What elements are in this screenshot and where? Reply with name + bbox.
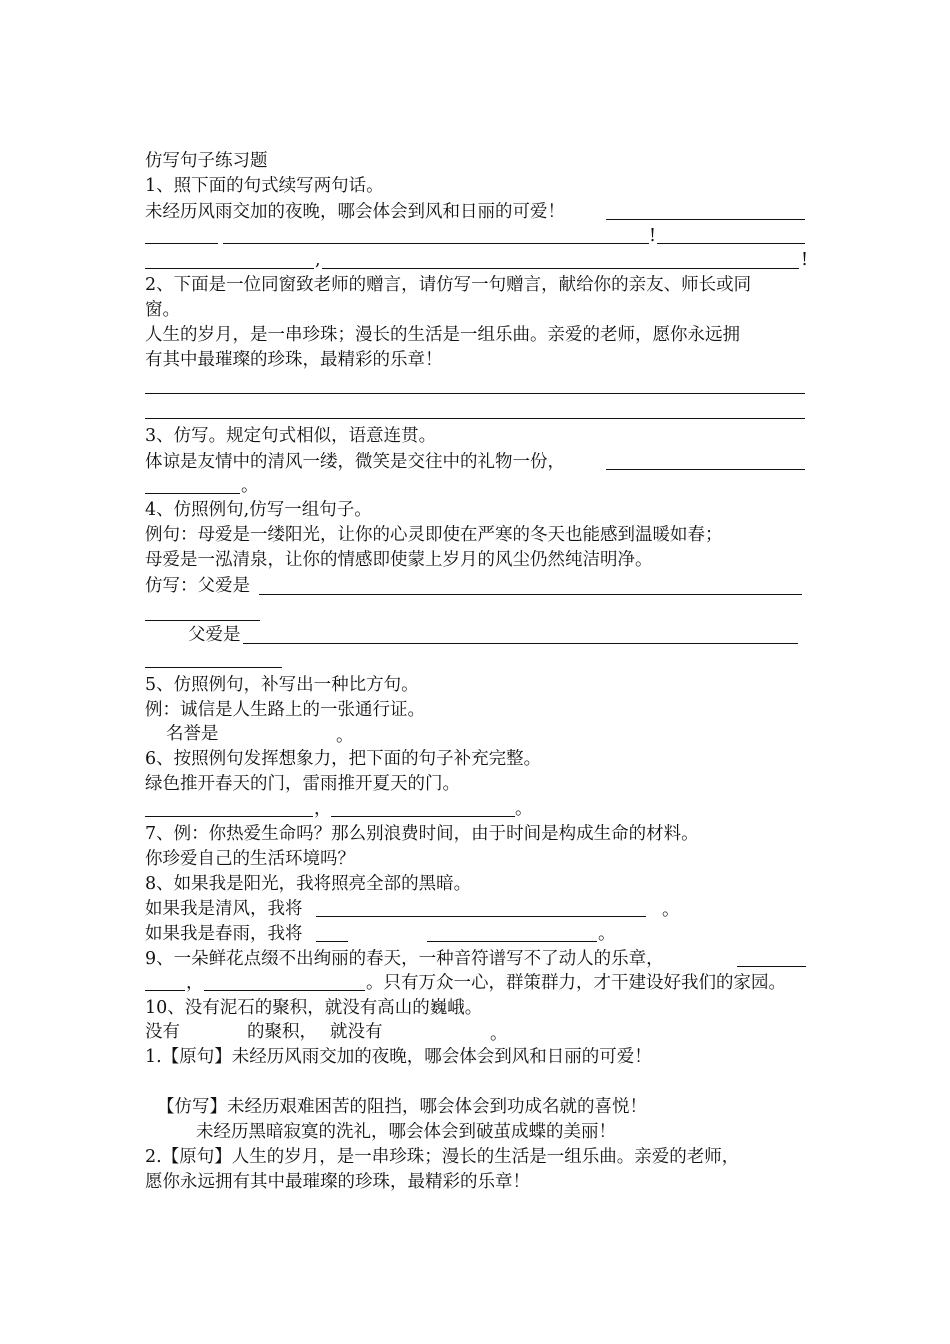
q4-answer-line[interactable]	[243, 643, 798, 644]
q8-line1-end: 。	[662, 900, 680, 920]
document-title: 仿写句子练习题	[145, 151, 268, 171]
q10-part1: 没有	[145, 1022, 180, 1042]
q4-answer-line[interactable]	[145, 620, 260, 621]
q1-example: 未经历风雨交加的夜晚，哪会体会到风和日丽的可爱！	[145, 202, 565, 222]
q4-example: 例句：母爱是一缕阳光，让你的心灵即使在严寒的冬天也能感到温暖如春；	[145, 525, 723, 545]
q2-answer-line[interactable]	[145, 418, 805, 419]
q10-end-mark: 。	[490, 1024, 508, 1044]
q3-end-mark: 。	[241, 476, 259, 496]
q1-answer-line[interactable]	[223, 243, 649, 244]
q5-prompt: 5、仿照例句，补写出一种比方句。	[145, 675, 419, 695]
q4-prompt: 4、仿照例句,仿写一组句子。	[145, 500, 372, 520]
q3-answer-line[interactable]	[145, 493, 240, 494]
q6-prompt: 6、按照例句发挥想象力，把下面的句子补充完整。	[145, 749, 542, 769]
q8-answer-line[interactable]	[427, 941, 597, 942]
q8-line1-label: 如果我是清风，我将	[145, 899, 303, 919]
q1-answer-line[interactable]	[606, 219, 805, 220]
q9-answer-line[interactable]	[145, 990, 185, 991]
q7-question: 你珍爱自己的生活环境吗？	[145, 849, 355, 869]
answer1-imitation-second: 未经历黑暗寂寞的洗礼，哪会体会到破茧成蝶的美丽！	[196, 1122, 616, 1142]
q10-part2: 的聚积，	[247, 1022, 317, 1042]
q8-prompt: 8、如果我是阳光，我将照亮全部的黑暗。	[145, 874, 472, 894]
q2-answer-line[interactable]	[145, 393, 805, 394]
q10-part3: 就没有	[330, 1022, 383, 1042]
q2-prompt: 2、下面是一位同窗致老师的赠言，请仿写一句赠言，献给你的亲友、师长或同	[145, 275, 752, 295]
q1-answer-line[interactable]	[322, 268, 799, 269]
q10-prompt: 10、没有泥石的聚积，就没有高山的巍峨。	[145, 998, 483, 1018]
q5-fill-label: 名誉是	[166, 724, 219, 744]
q3-answer-line[interactable]	[606, 469, 805, 470]
q4-answer-line[interactable]	[259, 594, 802, 595]
q9-answer-line[interactable]	[204, 990, 365, 991]
q9-answer-line[interactable]	[737, 966, 806, 967]
q1-exclamation-mark: !	[649, 226, 657, 246]
q9-line2-tail: 。只有万众一心，群策群力，才干建设好我们的家园。	[366, 973, 786, 993]
q9-line1: 9、一朵鲜花点缀不出绚丽的春天，一种音符谱写不了动人的乐章，	[145, 949, 664, 969]
q4-write-label: 父爱是	[188, 625, 241, 645]
q1-exclamation-mark: !	[801, 250, 809, 270]
q2-prompt-continued: 窗。	[145, 300, 180, 320]
q8-line2-end: 。	[598, 924, 616, 944]
q4-write-label: 仿写：父爱是	[145, 576, 250, 596]
q1-prompt: 1、照下面的句式续写两句话。	[145, 176, 384, 196]
q1-answer-line[interactable]	[145, 243, 218, 244]
q7-prompt: 7、例：你热爱生命吗？那么别浪费时间，由于时间是构成生命的材料。	[145, 824, 699, 844]
q1-answer-line[interactable]	[145, 268, 314, 269]
q6-answer-line[interactable]	[331, 816, 515, 817]
q9-comma: ，	[186, 973, 204, 993]
q6-comma: ，	[314, 799, 332, 819]
q6-end-mark: 。	[515, 799, 533, 819]
q4-answer-line[interactable]	[145, 667, 282, 668]
answer2-original: 2.【原句】人生的岁月，是一串珍珠；漫长的生活是一组乐曲。亲爱的老师，	[145, 1147, 740, 1167]
q8-line2-label: 如果我是春雨，我将	[145, 924, 303, 944]
q6-answer-line[interactable]	[145, 816, 313, 817]
q2-example: 人生的岁月，是一串珍珠；漫长的生活是一组乐曲。亲爱的老师，愿你永远拥	[145, 325, 740, 345]
q5-end-mark: 。	[336, 726, 354, 746]
answer1-original: 1.【原句】未经历风雨交加的夜晚，哪会体会到风和日丽的可爱！	[145, 1047, 652, 1067]
q1-comma: ,	[315, 250, 321, 270]
q3-prompt: 3、仿写。规定句式相似，语意连贯。	[145, 426, 437, 446]
q3-example: 体谅是友情中的清风一缕，微笑是交往中的礼物一份，	[145, 452, 565, 472]
q8-answer-line[interactable]	[316, 916, 646, 917]
q8-answer-line[interactable]	[316, 941, 348, 942]
q4-example-continued: 母爱是一泓清泉，让你的情感即使蒙上岁月的风尘仍然纯洁明净。	[145, 550, 653, 570]
q2-example-continued: 有其中最璀璨的珍珠，最精彩的乐章！	[145, 350, 443, 370]
answer2-original-continued: 愿你永远拥有其中最璀璨的珍珠，最精彩的乐章！	[145, 1172, 530, 1192]
q5-example: 例：诚信是人生路上的一张通行证。	[145, 700, 425, 720]
q1-answer-line[interactable]	[657, 243, 805, 244]
answer1-imitation: 【仿写】未经历艰难困苦的阻挡，哪会体会到功成名就的喜悦！	[157, 1097, 647, 1117]
q6-example: 绿色推开春天的门，雷雨推开夏天的门。	[145, 774, 460, 794]
